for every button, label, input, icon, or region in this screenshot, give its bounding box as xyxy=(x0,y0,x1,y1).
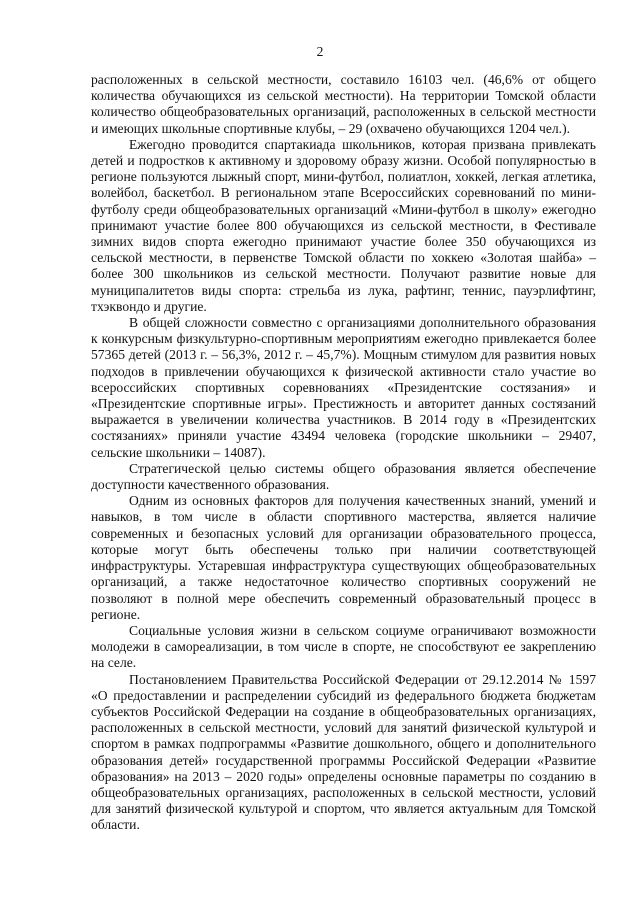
page-number: 2 xyxy=(316,44,324,59)
paragraph-rural-students-sports-clubs: расположенных в сельской местности, составило 16103 чел. (46,6% от общего количества обучающихся из сельской местности). На территории Томской области количество общеобразовательных организаций, расположенных в сельской местности и имеющих школьные спортивные клубы, – 29 (охвачено обучающихся 1204 чел.). xyxy=(91,72,596,136)
paragraph-government-resolution: Постановлением Правительства Российской Федерации от 29.12.2014 № 1597 «О предоставлении и распределении субсидий из федерального бюджета бюджетам субъектов Российской Федерации на создание в общеобразовательных организациях, расположенных в сельской местности, условий для занятий физической культурой и спортом в рамках подпрограммы «Развитие дошкольного, общего и дополнительного образования детей» государственной программы Российской Федерации «Развитие образования» на 2013 – 2020 годы» определены основные параметры по созданию в общеобразовательных организациях, расположенных в сельской местности, условий для занятий физической культурой и спортом, что является актуальным для Томской области. xyxy=(91,671,596,833)
paragraph-spartakiad: Ежегодно проводится спартакиада школьников, которая призвана привлекать детей и подростков к активному и здоровому образу жизни. Особой популярностью в регионе пользуются лыжный спорт, мини-футбол, полиатлон, хоккей, легкая атлетика, волейбол, баскетбол. В региональном этапе Всероссийских соревнований по мини-футболу среди общеобразовательных организаций «Мини-футбол в школу» ежегодно принимают участие более 800 обучающихся из сельской местности, в Фестивале зимних видов спорта ежегодно принимают участие более 350 обучающихся из сельской местности, в первенстве Томской области по хоккею «Золотая шайба» – более 300 школьников из сельской местности. Получают развитие новые для муниципалитетов виды спорта: стрельба из лука, рафтинг, теннис, пауэрлифтинг, тхэквондо и другие. xyxy=(91,136,596,314)
document-body xyxy=(91,72,596,834)
paragraph-strategic-goal: Стратегической целью системы общего образования является обеспечение доступности качественного образования. xyxy=(91,460,596,493)
paragraph-infrastructure: Одним из основных факторов для получения качественных знаний, умений и навыков, в том числе в области спортивного мастерства, является наличие современных и безопасных условий для организации образовательного процесса, которые могут быть обеспечены только при наличии соответствующей инфраструктуры. Устаревшая инфраструктура существующих общеобразовательных организаций, а также недостаточное количество спортивных сооружений не позволяют в полной мере обеспечить современный образовательный процесс в регионе. xyxy=(91,493,596,622)
paragraph-competitions-participation: В общей сложности совместно с организациями дополнительного образования к конкурсным физкультурно-спортивным мероприятиям ежегодно привлекается более 57365 детей (2013 г. – 56,3%, 2012 г. – 45,7%). Мощным стимулом для развития новых подходов в привлечении обучающихся к физической активности стало участие во всероссийских спортивных соревнованиях «Президентские состязания» и «Президентские спортивные игры». Престижность и авторитет данных состязаний выражается в увеличении количества участников. В 2014 году в «Президентских состязаниях» приняли участие 43494 человека (городские школьники – 29407, сельские школьники – 14087). xyxy=(91,315,596,460)
paragraph-social-conditions: Социальные условия жизни в сельском социуме ограничивают возможности молодежи в самореализации, в том числе в спорте, не способствуют ее закреплению на селе. xyxy=(91,622,596,671)
